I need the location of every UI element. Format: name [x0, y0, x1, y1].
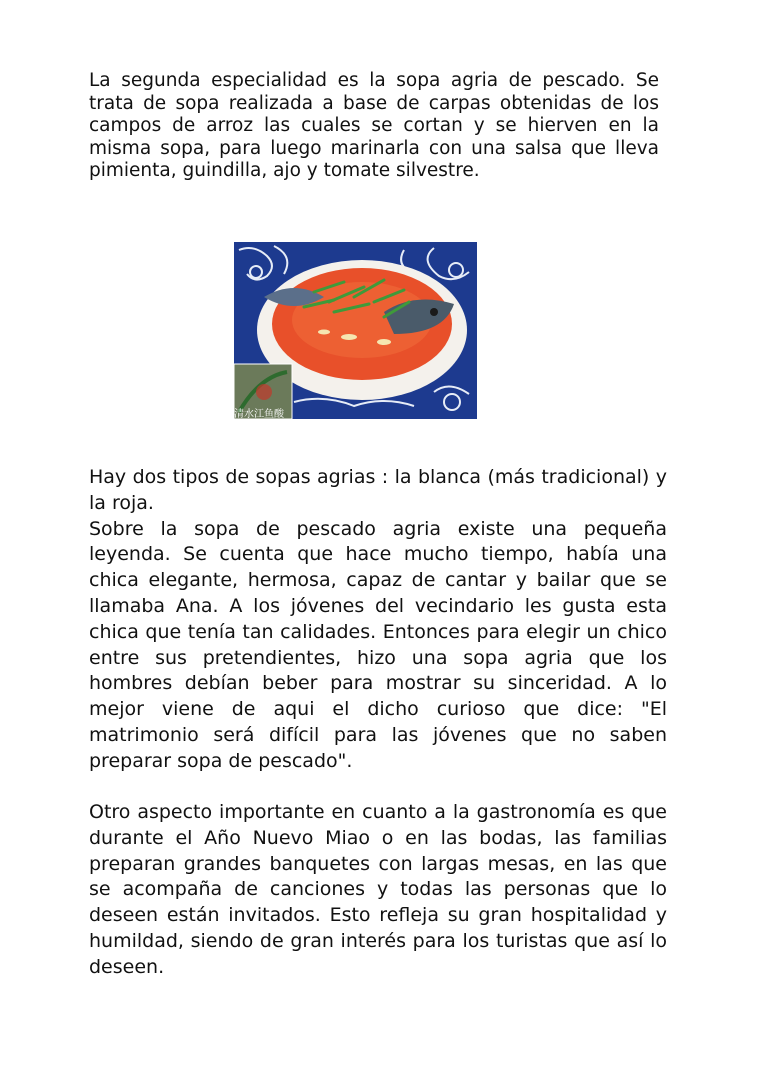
paragraph-fish-soup-intro: La segunda especialidad es la sopa agria de pescado. Se trata de sopa realizada a base de carpas obtenidas de los campos de arroz las cuales se cortan y se hierven en la misma sopa, para luego marinarla con una salsa que lleva pimienta, guindilla, ajo y tomate silvestre. [89, 70, 659, 181]
paragraph-legend-story: Sobre la sopa de pescado agria existe una pequeña leyenda. Se cuenta que hace mucho tiempo, había una chica elegante, hermosa, capaz de cantar y bailar que se llamaba Ana. A los jóvenes del vecindario les gusta esta chica que tenía tan calidades. Entonces para elegir un chico entre sus pretendientes, hizo una sopa agria que los hombres debían beber para mostrar su sinceridad. A lo mejor viene de aqui el dicho curioso que dice: "El matrimonio será difícil para las jóvenes que no saben preparar sopa de pescado". [89, 517, 667, 772]
watermark-text: 清水江鱼酸 [234, 409, 284, 419]
paragraph-banquets: Otro aspecto importante en cuanto a la gastronomía es que durante el Año Nuevo Miao o en las bodas, las familias preparan grandes banquetes con largas mesas, en las que se acompaña de canciones y todas las personas que lo deseen están invitados. Esto refleja su gran hospitalidad y humildad, siendo de gran interés para los turistas que así lo deseen. [89, 801, 667, 978]
paragraph-soup-types: Hay dos tipos de sopas agrias : la blanca (más tradicional) y la roja. [89, 466, 667, 514]
sour-fish-soup-photo [234, 242, 477, 419]
soup-illustration [234, 242, 477, 419]
paragraph-legend [89, 465, 667, 775]
